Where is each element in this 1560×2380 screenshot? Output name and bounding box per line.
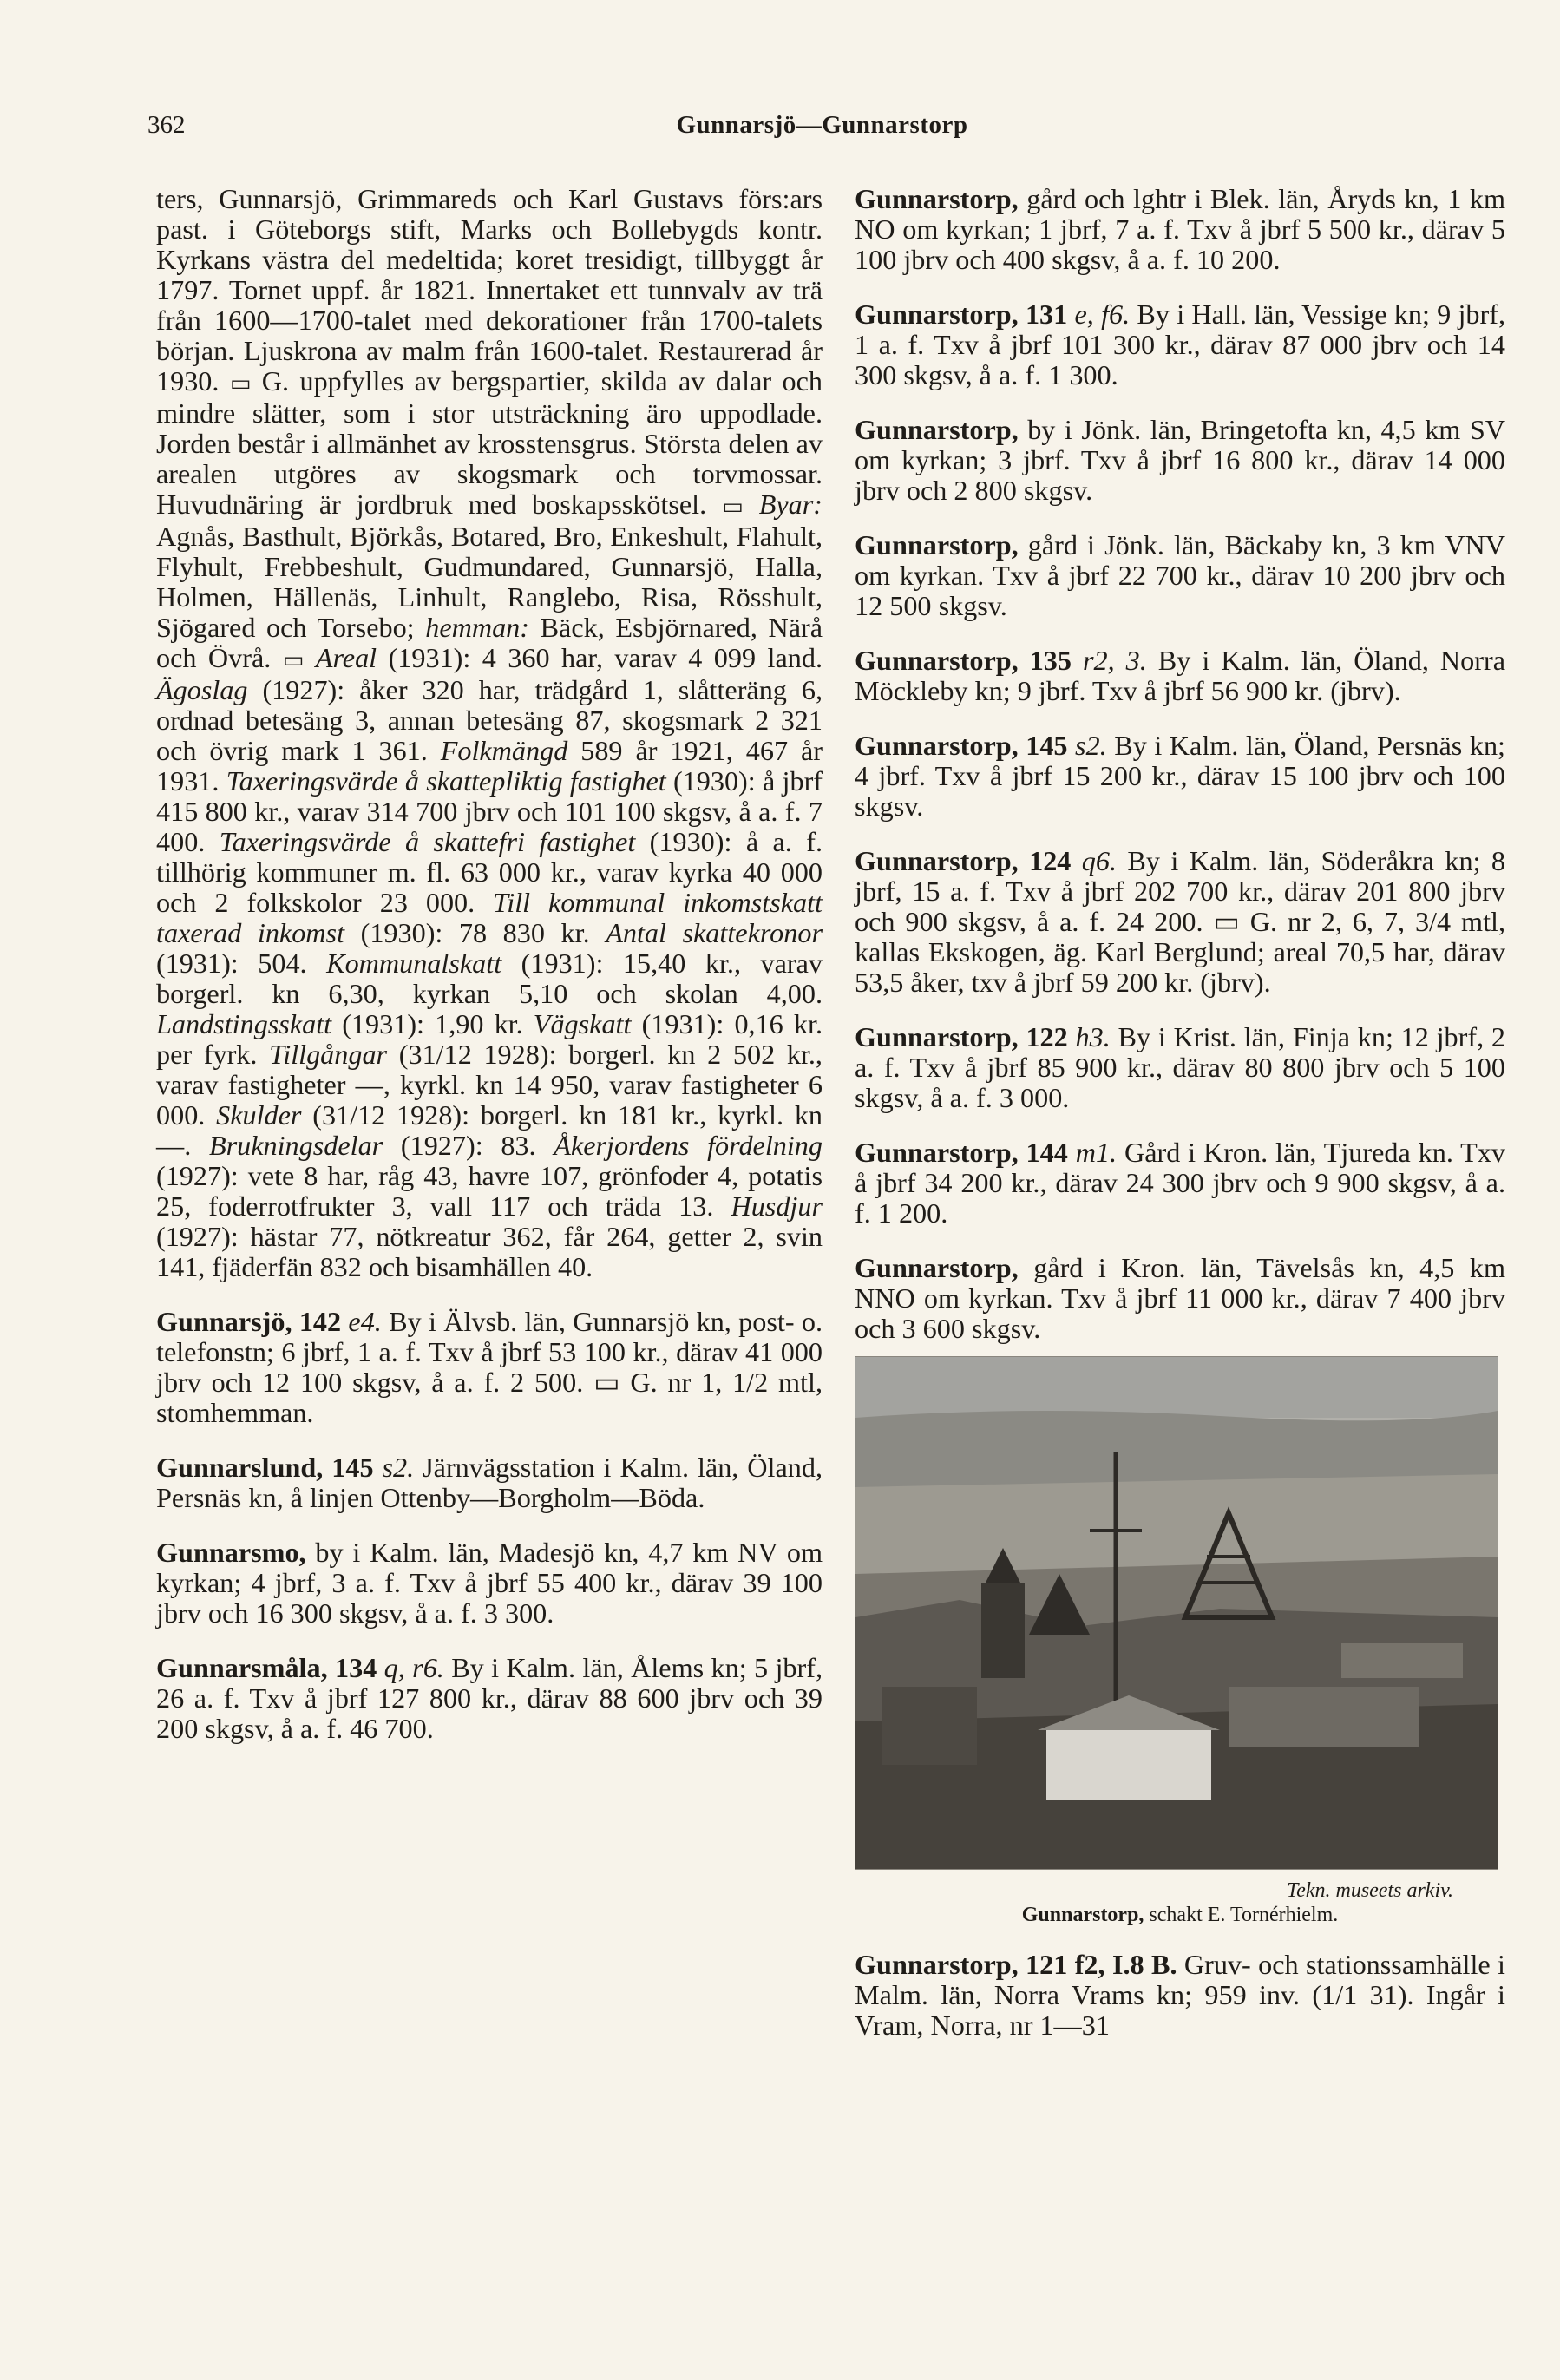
folkmangd-label: Folkmängd	[440, 735, 568, 766]
dictionary-entry	[855, 1138, 1505, 1229]
landstingsskatt-label: Landstingsskatt	[156, 1008, 332, 1039]
entry-map-ref: f2, I.8 B.	[1074, 1949, 1177, 1980]
right-column	[855, 184, 1505, 2065]
dictionary-entry	[855, 1950, 1505, 2041]
dictionary-entry	[855, 184, 1505, 275]
mine-shaft-photo	[855, 1356, 1498, 1870]
dictionary-entry	[156, 1537, 823, 1629]
kommunalskatt-label: Kommunalskatt	[326, 947, 502, 979]
continuation-paragraph	[156, 184, 823, 1282]
agoslag-text: (1927): åker 320 har, trädgård 1, slåtteräng 6, ordnad betesäng 3, annan betesäng 87, skogsmark 2 321 och övrig mark 1 361.	[156, 674, 823, 766]
entry-headword: Gunnarstorp,	[855, 1252, 1019, 1283]
taxeringsvarde-label: Taxeringsvärde å skattepliktig fastighet	[226, 765, 666, 797]
agoslag-label: Ägoslag	[156, 674, 248, 705]
entry-map-ref: h3.	[1075, 1021, 1111, 1052]
entry-text: By i Kalm. län, Ålems kn; 5 jbrf, 26 a. f. Txv å jbrf 127 800 kr., därav 88 600 jbrv och 39 200 skgsv, å a. f. 46 700.	[156, 1652, 823, 1744]
entry-map-ref: r2, 3.	[1082, 645, 1147, 676]
inkomst-text: (1930): 78 830 kr.	[344, 917, 606, 948]
entry-map-ref: s2.	[1075, 730, 1107, 761]
areal-text: (1931): 4 360 har, varav 4 099 land.	[377, 642, 823, 673]
dictionary-entry	[156, 1307, 823, 1428]
byar-label: Byar:	[758, 488, 823, 520]
entry-headword: Gunnarstorp,	[855, 414, 1019, 445]
entry-text: by i Jönk. län, Bringetofta kn, 4,5 km SV om kyrkan; 3 jbrf. Txv å jbrf 16 800 kr., därav 14 000 jbrv och 2 800 skgsv.	[855, 414, 1505, 506]
vagskatt-label: Vägskatt	[533, 1008, 632, 1039]
entry-headword: Gunnarstorp, 131	[855, 298, 1075, 330]
entry-map-ref: e4.	[348, 1306, 382, 1337]
entry-headword: Gunnarstorp, 122	[855, 1021, 1076, 1052]
entry-text: gård i Jönk. län, Bäckaby kn, 3 km VNV om kyrkan. Txv å jbrf 22 700 kr., därav 10 200 jbrv och 12 500 skgsv.	[855, 529, 1505, 621]
photo-credit: Tekn. museets arkiv.	[1287, 1879, 1453, 1902]
dictionary-entry	[855, 299, 1505, 390]
photo-illustration	[855, 1357, 1498, 1869]
entry-text: Gruv- och stationssamhälle i Malm. län, Norra Vrams kn; 959 inv. (1/1 31). Ingår i Vram, Norra, nr 1—31	[855, 1949, 1506, 2041]
entry-headword: Gunnarstorp, 135	[855, 645, 1083, 676]
entry-text: By i Älvsb. län, Gunnarsjö kn, post- o. telefonstn; 6 jbrf, 1 a. f. Txv å jbrf 53 100 kr., därav 41 000 jbrv och 12 100 skgsv, å a. f. 2 500. ▭ G. nr 1, 1/2 mtl, stomhemman.	[156, 1306, 823, 1428]
entry-headword: Gunnarstorp, 144	[855, 1137, 1076, 1168]
entry-map-ref: q, r6.	[383, 1652, 444, 1683]
dictionary-entry	[156, 1653, 823, 1744]
hemman-label: hemman:	[425, 612, 529, 643]
landstingsskatt-text: (1931): 1,90 kr.	[331, 1008, 534, 1039]
dictionary-entry	[855, 1253, 1505, 1344]
photo-caption	[855, 1903, 1505, 1927]
hemman-text: Bäck, Esbjörnared, Närå och Övrå.	[156, 612, 823, 673]
entry-headword: Gunnarslund, 145	[156, 1452, 383, 1483]
dictionary-entry	[855, 731, 1505, 822]
dictionary-entry	[855, 415, 1505, 506]
byar-text: Agnås, Basthult, Björkås, Botared, Bro, Enkeshult, Flahult, Flyhult, Frebbeshult, Gudmundared, Gunnarsjö, Halla, Holmen, Hällenäs, Linhult, Ranglebo, Risa, Rösshult, Sjögared och Torsebo;	[156, 521, 823, 643]
dictionary-entry	[855, 846, 1505, 998]
skattekronor-text: (1931): 504.	[156, 947, 327, 979]
page-number: 362	[147, 111, 186, 139]
page-header	[147, 111, 1497, 154]
brukningsdelar-text: (1927): 83.	[383, 1130, 554, 1161]
entry-text: By i Hall. län, Vessige kn; 9 jbrf, 1 a. f. Txv å jbrf 101 300 kr., därav 87 000 jbrv och 14 300 skgsv, å a. f. 1 300.	[855, 298, 1505, 390]
entry-text: Gård i Kron. län, Tjureda kn. Txv å jbrf 34 200 kr., därav 24 300 jbrv och 9 900 skgsv, å a. f. 1 200.	[855, 1137, 1505, 1229]
husdjur-text: (1927): hästar 77, nötkreatur 362, får 264, getter 2, svin 141, fjäderfän 832 och bisamhällen 40.	[156, 1221, 823, 1282]
dictionary-entry	[855, 1022, 1505, 1113]
entry-headword: Gunnarsjö, 142	[156, 1306, 349, 1337]
entry-text: by i Kalm. län, Madesjö kn, 4,7 km NV om kyrkan; 4 jbrf, 3 a. f. Txv å jbrf 55 400 kr., därav 39 100 jbrv och 16 300 skgsv, å a. f. 3 300.	[156, 1537, 823, 1629]
areal-label: Areal	[315, 642, 377, 673]
entry-map-ref: q6.	[1081, 845, 1118, 876]
entry-headword: Gunnarstorp,	[855, 529, 1019, 561]
entry-map-ref: e, f6.	[1074, 298, 1131, 330]
entry-headword: Gunnarsmåla, 134	[156, 1652, 384, 1683]
section-symbol: ▭	[229, 370, 252, 396]
caption-text: schakt E. Tornérhielm.	[1144, 1904, 1339, 1926]
entry-map-ref: m1.	[1075, 1137, 1118, 1168]
entry-headword: Gunnarsmo,	[156, 1537, 306, 1568]
entry-map-ref: s2.	[382, 1452, 415, 1483]
brukningsdelar-label: Brukningsdelar	[208, 1130, 383, 1161]
kommunalskatt-text: (1931): 15,40 kr., varav borgerl. kn 6,30, kyrkan 5,10 och skolan 4,00.	[156, 947, 823, 1009]
entry-text: By i Kalm. län, Söderåkra kn; 8 jbrf, 15 a. f. Txv å jbrf 202 700 kr., därav 201 800 jbrv och 900 skgsv, å a. f. 24 200. ▭ G. nr 2, 6, 7, 3/4 mtl, kallas Ekskogen, äg. Karl Berglund; areal 70,5 har, därav 53,5 åker, txv å jbrf 59 200 kr. (jbrv).	[855, 845, 1505, 998]
entry-headword: Gunnarstorp,	[855, 183, 1019, 214]
skulder-text: (31/12 1928): borgerl. kn 181 kr., kyrkl. kn —.	[156, 1099, 823, 1161]
skulder-label: Skulder	[216, 1099, 302, 1131]
tillgangar-text: (31/12 1928): borgerl. kn 2 502 kr., varav fastigheter —, kyrkl. kn 14 950, varav fastigheter 6 000.	[156, 1039, 823, 1131]
gunnarsjo-parish-continuation	[156, 184, 823, 1282]
caption-name: Gunnarstorp,	[1021, 1904, 1144, 1926]
entry-text: By i Kalm. län, Öland, Norra Möckleby kn; 9 jbrf. Txv å jbrf 56 900 kr. (jbrv).	[855, 645, 1505, 706]
taxeringsvarde-text: (1930): å jbrf 415 800 kr., varav 314 700 jbrv och 101 100 skgsv, å a. f. 7 400.	[156, 765, 823, 857]
taxeringsvarde-skattefri-label: Taxeringsvärde å skattefri fastighet	[219, 826, 636, 857]
akerjord-text: (1927): vete 8 har, råg 43, havre 107, grönfoder 4, potatis 25, foderrotfrukter 3, vall 117 och träda 13.	[156, 1160, 823, 1222]
entry-text: By i Krist. län, Finja kn; 12 jbrf, 2 a. f. Txv å jbrf 85 900 kr., därav 80 800 jbrv och 5 100 skgsv, å a. f. 3 000.	[855, 1021, 1505, 1113]
folkmangd-text: 589 år 1921, 467 år 1931.	[156, 735, 823, 797]
left-column	[156, 184, 823, 1768]
section-symbol: ▭	[722, 494, 744, 519]
dictionary-entry	[855, 646, 1505, 706]
husdjur-label: Husdjur	[731, 1190, 823, 1222]
entry-headword: Gunnarstorp, 145	[855, 730, 1076, 761]
terrain-text: G. uppfylles av bergspartier, skilda av dalar och mindre slätter, som i stor utsträckning äro uppodlade. Jorden består i allmänhet av krosstensgrus. Största delen av arealen utgöres av skogsmark och torvmossar. Huvudnäring är jordbruk med boskapsskötsel.	[156, 365, 823, 520]
running-title: Gunnarsjö—Gunnarstorp	[676, 111, 968, 139]
entry-text: gård och lghtr i Blek. län, Åryds kn, 1 km NO om kyrkan; 1 jbrf, 7 a. f. Txv å jbrf 5 500 kr., därav 5 100 jbrv och 400 skgsv, å a. f. 10 200.	[855, 183, 1505, 275]
tillgangar-label: Tillgångar	[269, 1039, 388, 1070]
vagskatt-text: (1931): 0,16 kr. per fyrk.	[156, 1008, 823, 1070]
akerjord-label: Åkerjordens fördelning	[554, 1130, 823, 1161]
section-symbol: ▭	[282, 647, 305, 672]
entry-text: Järnvägsstation i Kalm. län, Öland, Persnäs kn, å linjen Ottenby—Borgholm—Böda.	[156, 1452, 823, 1513]
continuation-text: ters, Gunnarsjö, Grimmareds och Karl Gustavs förs:ars past. i Göteborgs stift, Marks och Bollebygds kontr. Kyrkans västra del medeltida; koret tresidigt, tillbyggt år 1797. Tornet uppf. år 1821. Innertaket ett tunnvalv av trä från 1600—1700-talet med dekorationer från 1700-talets början. Ljuskrona av malm från 1600-talet. Restaurerad år 1930.	[156, 183, 823, 397]
entry-headword: Gunnarstorp, 124	[855, 845, 1082, 876]
inkomst-label: Till kommunal inkomstskatt taxerad inkomst	[156, 887, 823, 948]
entry-text: By i Kalm. län, Öland, Persnäs kn; 4 jbrf. Txv å jbrf 15 200 kr., därav 15 100 jbrv och 100 skgsv.	[855, 730, 1505, 822]
dictionary-entry	[855, 530, 1505, 621]
taxeringsvarde-skattefri-text: (1930): å a. f. tillhörig kommuner m. fl. 63 000 kr., varav kyrka 40 000 och 2 folkskolor 23 000.	[156, 826, 823, 918]
entry-headword: Gunnarstorp, 121	[855, 1949, 1075, 1980]
skattekronor-label: Antal skattekronor	[606, 917, 823, 948]
entry-text: gård i Kron. län, Tävelsås kn, 4,5 km NNO om kyrkan. Txv å jbrf 11 000 kr., därav 7 400 jbrv och 3 600 skgsv.	[855, 1252, 1505, 1344]
dictionary-entry	[156, 1452, 823, 1513]
